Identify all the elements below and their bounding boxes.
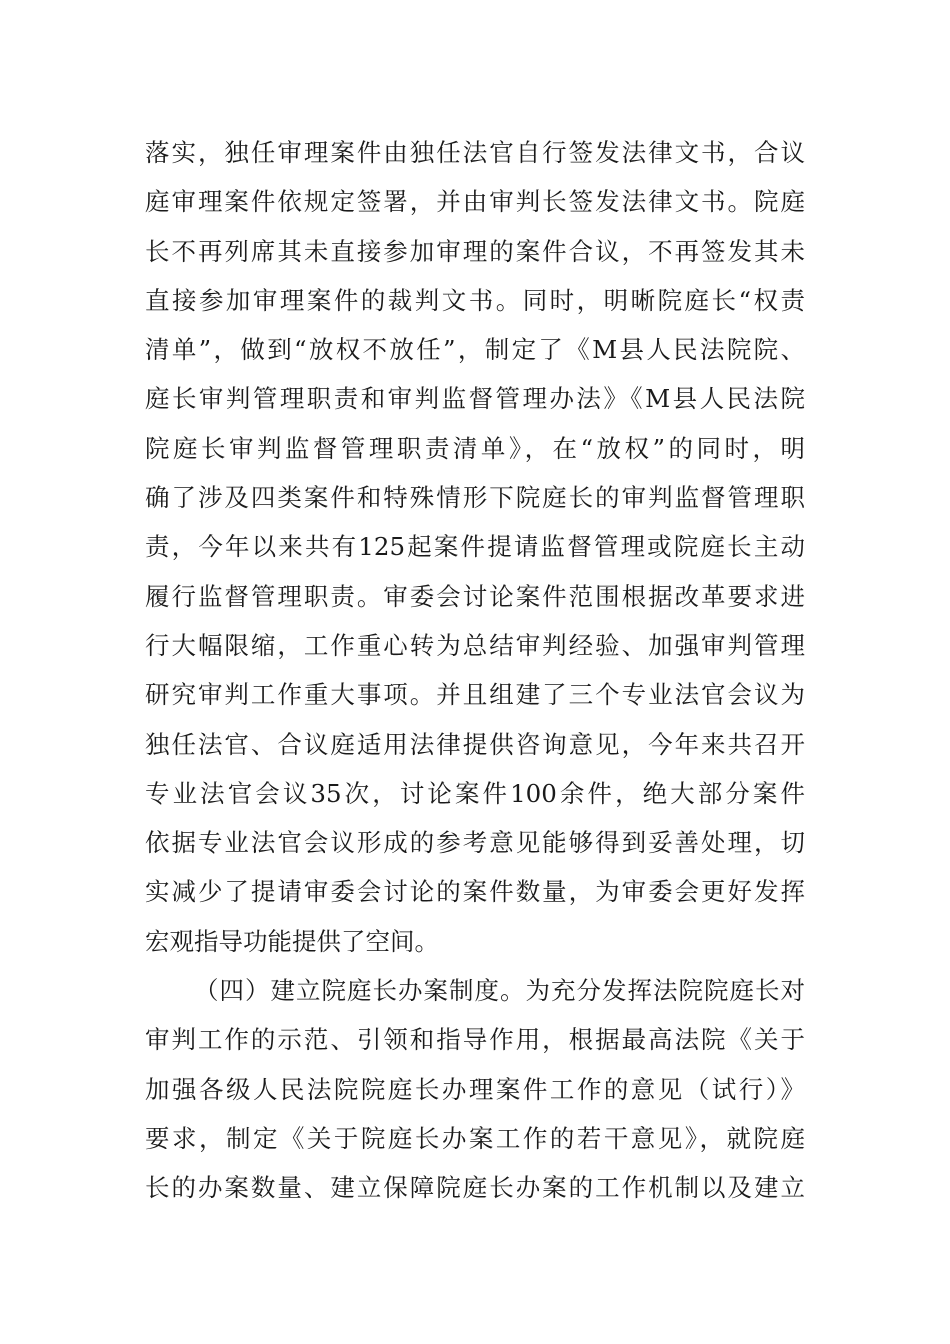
text-line: 院庭长审判监督管理职责清单》，在“放权”的同时，明 <box>145 433 805 463</box>
body-text <box>145 128 815 1213</box>
paragraph-end-line: 宏观指导功能提供了空间。 <box>145 926 439 956</box>
text-line: 依据专业法官会议形成的参考意见能够得到妥善处理，切 <box>145 828 805 858</box>
text-line: 清单”，做到“放权不放任”，制定了《M县人民法院院、 <box>145 335 805 365</box>
text-line: 直接参加审理案件的裁判文书。同时，明晰院庭长“权责 <box>145 285 805 315</box>
text-line: 审判工作的示范、引领和指导作用，根据最高法院《关于 <box>145 1025 805 1055</box>
text-line: 履行监督管理职责。审委会讨论案件范围根据改革要求进 <box>145 581 805 611</box>
section-heading-line: （四）建立院庭长办案制度。为充分发挥法院院庭长对 <box>194 976 805 1006</box>
text-line: 确了涉及四类案件和特殊情形下院庭长的审判监督管理职 <box>145 483 805 513</box>
text-line: 加强各级人民法院院庭长办理案件工作的意见（试行）》 <box>145 1074 805 1104</box>
text-line: 长的办案数量、建立保障院庭长办案的工作机制以及建立 <box>145 1173 805 1203</box>
text-line: 责，今年以来共有125起案件提请监督管理或院庭长主动 <box>145 532 805 562</box>
text-line: 研究审判工作重大事项。并且组建了三个专业法官会议为 <box>145 680 805 710</box>
text-line: 实减少了提请审委会讨论的案件数量，为审委会更好发挥 <box>145 877 805 907</box>
text-line: 庭长审判管理职责和审判监督管理办法》《M县人民法院 <box>145 384 805 414</box>
text-line: 专业法官会议35次，讨论案件100余件，绝大部分案件 <box>145 778 805 808</box>
text-line: 庭审理案件依规定签署，并由审判长签发法律文书。院庭 <box>145 187 805 217</box>
text-line: 独任法官、合议庭适用法律提供咨询意见，今年来共召开 <box>145 729 805 759</box>
text-line: 落实，独任审理案件由独任法官自行签发法律文书，合议 <box>145 138 805 167</box>
text-line: 行大幅限缩，工作重心转为总结审判经验、加强审判管理 <box>145 630 805 660</box>
text-line: 长不再列席其未直接参加审理的案件合议，不再签发其未 <box>145 236 805 266</box>
text-line: 要求，制定《关于院庭长办案工作的若干意见》，就院庭 <box>145 1123 805 1153</box>
